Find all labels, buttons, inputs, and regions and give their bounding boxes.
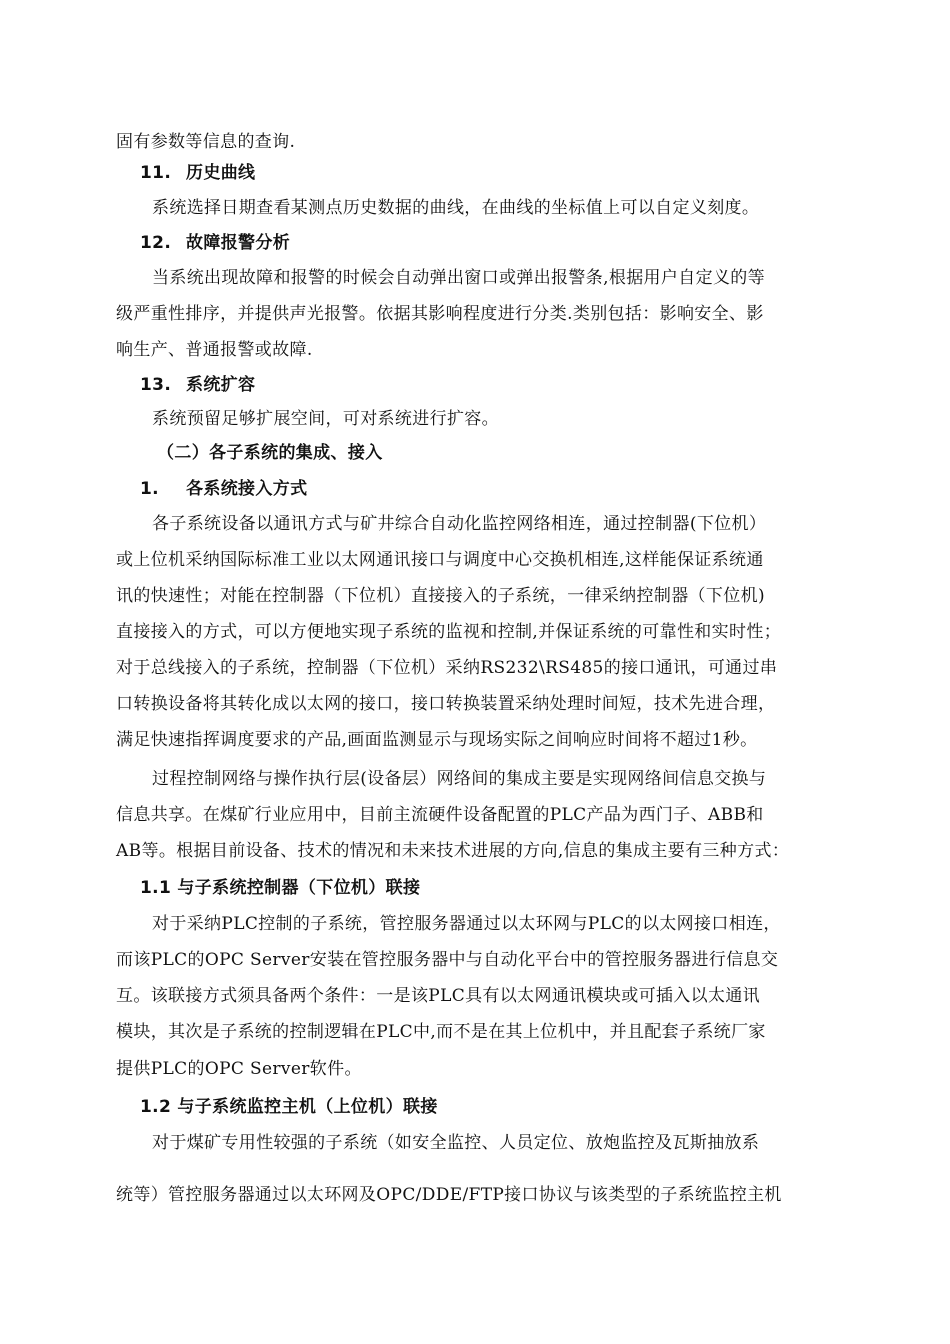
heading-number: 11. [140,163,172,183]
heading-title: 各系统接入方式 [186,479,308,499]
section-heading [140,477,307,501]
subsection-heading: 1.2 与子系统监控主机（上位机）联接 [140,1097,438,1117]
text-line: 提供PLC的OPC Server软件。 [116,1059,362,1079]
text-line: 模块，其次是子系统的控制逻辑在PLC中,而不是在其上位机中，并且配套子系统厂家 [116,1022,766,1042]
heading-number: 12. [140,233,172,253]
heading-number: 1. [140,479,159,499]
text-line: 信息共享。在煤矿行业应用中，目前主流硬件设备配置的PLC产品为西门子、ABB和 [116,805,764,825]
heading-title: 故障报警分析 [186,233,291,253]
section-heading [140,161,255,185]
text-line: 互。该联接方式须具备两个条件：一是该PLC具有以太网通讯模块或可插入以太通讯 [116,986,761,1006]
text-line: 讯的快速性；对能在控制器（下位机）直接接入的子系统，一律采纳控制器（下位机) [116,586,765,606]
text-line: 或上位机采纳国际标准工业以太网通讯接口与调度中心交换机相连,这样能保证系统通 [116,550,764,570]
text-line: 对于总线接入的子系统，控制器（下位机）采纳RS232\RS485的接口通讯，可通过串 [116,658,778,678]
subsection-heading: 1.1 与子系统控制器（下位机）联接 [140,878,421,898]
text-line: 各子系统设备以通讯方式与矿井综合自动化监控网络相连，通过控制器(下位机） [152,514,767,534]
text-line: 固有参数等信息的查询. [116,132,296,152]
text-line: 对于采纳PLC控制的子系统，管控服务器通过以太环网与PLC的以太网接口相连， [152,914,781,934]
text-line: 对于煤矿专用性较强的子系统（如安全监控、人员定位、放炮监控及瓦斯抽放系 [152,1133,760,1153]
text-line: AB等。根据目前设备、技术的情况和未来技术进展的方向,信息的集成主要有三种方式： [116,841,790,861]
text-line: 当系统出现故障和报警的时候会自动弹出窗口或弹出报警条,根据用户自定义的等 [152,268,766,288]
chapter-subheading: （二）各子系统的集成、接入 [157,443,383,463]
text-line: 级严重性排序，并提供声光报警。依据其影响程度进行分类.类别包括：影响安全、影 [116,304,764,324]
section-heading [140,231,290,255]
text-line: 系统选择日期查看某测点历史数据的曲线，在曲线的坐标值上可以自定义刻度。 [152,198,760,218]
heading-title: 历史曲线 [186,163,256,183]
text-line: 统等）管控服务器通过以太环网及OPC/DDE/FTP接口协议与该类型的子系统监控主机 [116,1185,782,1205]
text-line: 满足快速指挥调度要求的产品,画面监测显示与现场实际之间响应时间将不超过1秒。 [116,730,758,750]
text-line: 口转换设备将其转化成以太网的接口，接口转换装置采纳处理时间短，技术先进合理， [116,694,776,714]
heading-title: 系统扩容 [186,375,256,395]
heading-number: 13. [140,375,172,395]
text-line: 直接接入的方式，可以方便地实现子系统的监视和控制,并保证系统的可靠性和实时性； [116,622,782,642]
text-line: 响生产、普通报警或故障. [116,340,313,360]
text-line: 而该PLC的OPC Server安装在管控服务器中与自动化平台中的管控服务器进行信息交 [116,950,779,970]
section-heading [140,373,255,397]
text-line: 系统预留足够扩展空间，可对系统进行扩容。 [152,409,499,429]
text-line: 过程控制网络与操作执行层(设备层）网络间的集成主要是实现网络间信息交换与 [152,769,767,789]
